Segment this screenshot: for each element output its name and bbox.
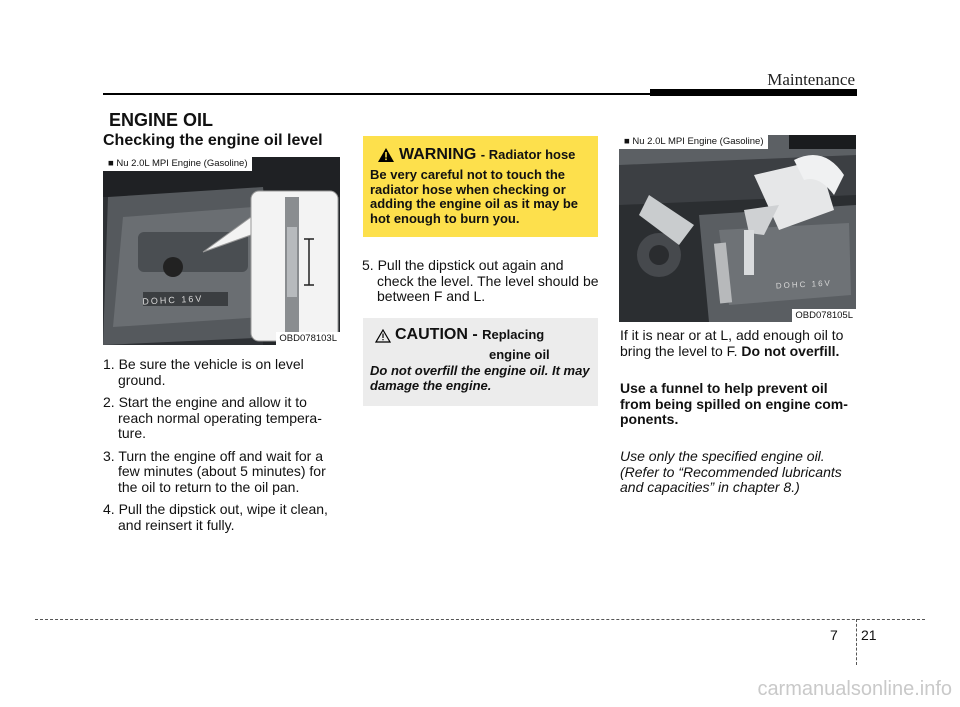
step-text: Turn the engine off and wait for a	[118, 447, 324, 464]
step-number: 1.	[103, 356, 115, 372]
warning-subtitle: - Radiator hose	[480, 147, 576, 162]
footer-divider	[35, 619, 925, 620]
step-text: Pull the dipstick out, wipe it clean,	[118, 501, 328, 517]
caution-subtitle: Replacing	[482, 327, 545, 342]
photo-code: OBD078103L	[276, 332, 340, 345]
section-title: ENGINE OIL	[109, 110, 214, 130]
step-text-cont: ground.	[118, 371, 166, 388]
subsection-title: Checking the engine oil level	[103, 132, 323, 149]
paragraph-emphasis: Do not overfill.	[741, 342, 840, 359]
caution-heading	[395, 326, 544, 344]
engine-illustration	[103, 157, 340, 345]
list-item	[103, 395, 341, 442]
paragraph-funnel: Use a funnel to help prevent oil from being spilled on engine com-ponents.	[620, 380, 848, 427]
caution-box	[363, 318, 598, 406]
footer-vertical-divider	[856, 619, 857, 665]
engine-photo-funnel	[619, 135, 856, 322]
photo-code: OBD078105L	[792, 309, 856, 322]
step-text-cont: few minutes (about 5 minutes) for the oil to return to the oil pan.	[118, 463, 326, 495]
header-bar	[650, 89, 857, 96]
caution-subtitle-2: engine oil	[489, 347, 550, 362]
warning-triangle-icon	[378, 148, 394, 162]
step-text: Pull the dipstick out again and	[377, 257, 564, 273]
step-text: Start the engine and allow it to	[118, 394, 307, 410]
step-number: 2.	[103, 394, 115, 410]
watermark: carmanualsonline.info	[757, 678, 952, 700]
step-text: Be sure the vehicle is on level	[118, 356, 304, 372]
step-text-cont: reach normal operating tempera-ture.	[118, 409, 322, 441]
step-number: 4.	[103, 501, 115, 517]
caution-triangle-icon	[375, 329, 391, 343]
page-number: 21	[861, 627, 877, 643]
warning-title: WARNING	[399, 146, 477, 163]
photo-label: ■ Nu 2.0L MPI Engine (Gasoline)	[619, 135, 768, 149]
engine-illustration	[619, 135, 856, 322]
caution-title: CAUTION -	[395, 326, 478, 343]
engine-emblem: DOHC 16V	[775, 278, 833, 291]
header-title: Maintenance	[767, 70, 855, 89]
step-5	[362, 258, 600, 305]
step-text-cont: and reinsert it fully.	[118, 516, 235, 533]
paragraph-level	[620, 328, 860, 359]
engine-emblem: DOHC 16V	[142, 293, 204, 307]
paragraph-note: Use only the specified engine oil. (Refer to “Recommended lubricants and capacities” in chapter 8.)	[620, 448, 842, 495]
paragraph-text: If it is near or at L, add enough oil to bring the level to F.	[620, 327, 844, 359]
chapter-number: 7	[830, 627, 838, 643]
warning-box	[363, 136, 598, 237]
step-number: 3.	[103, 447, 115, 464]
list-item	[103, 449, 341, 496]
steps-list	[103, 357, 341, 540]
list-item	[103, 357, 341, 388]
engine-photo-dipstick	[103, 157, 340, 345]
list-item	[103, 502, 341, 533]
warning-text: Be very careful not to touch the radiator hose when checking or adding the engine oil as it may be hot enough to burn you.	[370, 167, 579, 226]
photo-label: ■ Nu 2.0L MPI Engine (Gasoline)	[103, 157, 252, 171]
caution-text: Do not overfill the engine oil. It may damage the engine.	[370, 363, 590, 393]
step-text-cont: check the level. The level should be between F and L.	[377, 272, 599, 304]
warning-heading	[399, 146, 575, 164]
step-number: 5.	[362, 257, 374, 273]
header-rule	[103, 93, 650, 95]
